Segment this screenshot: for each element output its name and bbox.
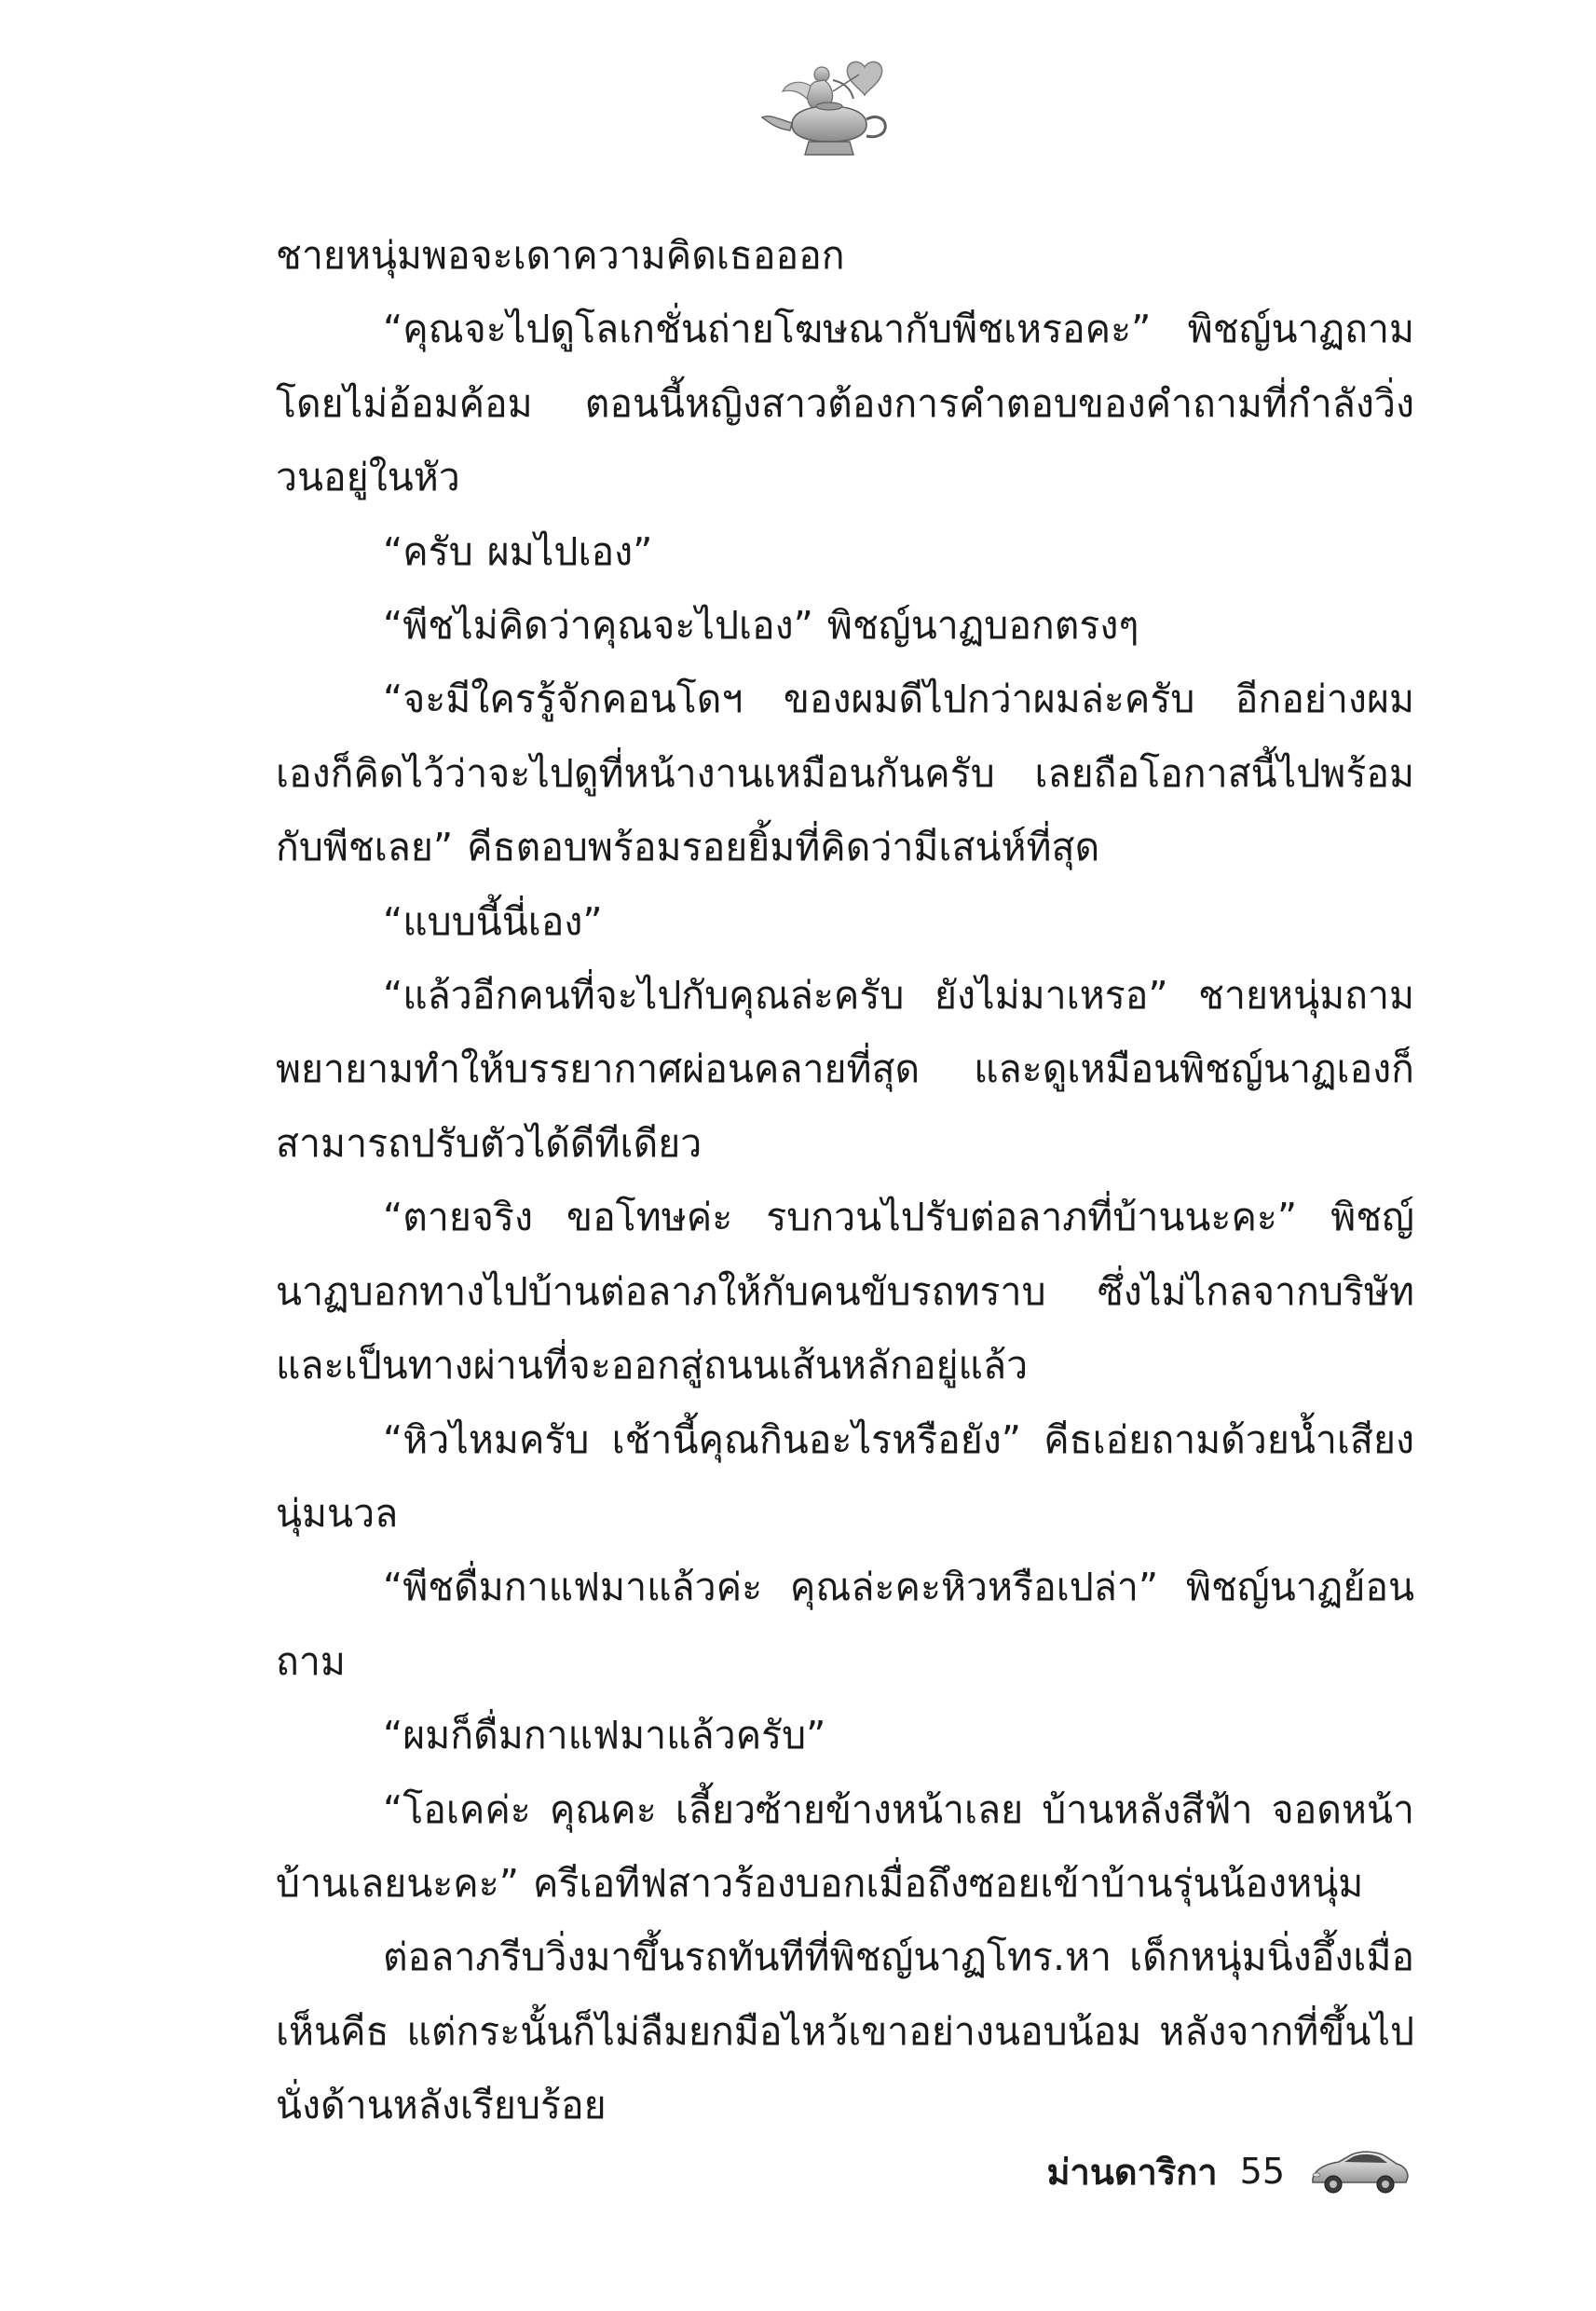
paragraph: ต่อลาภรีบวิ่งมาขึ้นรถทันทีที่พิชญ์นาฏโทร.หา เด็กหนุ่มนิ่งอึ้งเมื่อเห็นคีธ แต่กระนั้นก็ไม่ลืมยกมือไหว้เขาอย่างนอบน้อม หลังจากที่ขึ้นไปนั่งด้านหลังเรียบร้อย — [276, 1935, 1414, 2128]
paragraph: “หิวไหมครับ เช้านี้คุณกินอะไรหรือยัง” คีธเอ่ยถามด้วยน้ำเสียงนุ่มนวล — [276, 1416, 1414, 1536]
chapter-text — [276, 219, 1414, 2143]
cupid-teapot-icon — [755, 54, 904, 166]
car-icon — [1307, 2143, 1410, 2199]
paragraph: “พีชไม่คิดว่าคุณจะไปเอง” พิชญ์นาฏบอกตรงๆ — [383, 603, 1139, 649]
paragraph: “จะมีใครรู้จักคอนโดฯ ของผมดีไปกว่าผมล่ะครับ อีกอย่างผมเองก็คิดไว้ว่าจะไปดูที่หน้างานเหมือนกันครับ เลยถือโอกาสนี้ไปพร้อมกับพีชเลย” คีธตอบพร้อมรอยยิ้มที่คิดว่ามีเสน่ห์ที่สุด — [276, 677, 1414, 870]
page-number: 55 — [1239, 2151, 1285, 2192]
paragraph: “พีชดื่มกาแฟมาแล้วค่ะ คุณล่ะคะหิวหรือเปล่า” พิชญ์นาฏย้อนถาม — [276, 1565, 1414, 1684]
paragraph: “คุณจะไปดูโลเกชั่นถ่ายโฆษณากับพีชเหรอคะ” พิชญ์นาฏถามโดยไม่อ้อมค้อม ตอนนี้หญิงสาวต้องการคำตอบของคำถามที่กำลังวิ่งวนอยู่ในหัว — [276, 307, 1414, 500]
page-footer — [1047, 2143, 1411, 2199]
paragraph: “ผมก็ดื่มกาแฟมาแล้วครับ” — [383, 1713, 826, 1758]
book-title: ม่านดาริกา — [1046, 2151, 1218, 2193]
paragraph: “ตายจริง ขอโทษค่ะ รบกวนไปรับต่อลาภที่บ้านนะคะ” พิชญ์นาฏบอกทางไปบ้านต่อลาภให้กับคนขับรถทราบ ซึ่งไม่ไกลจากบริษัท และเป็นทางผ่านที่จะออกสู่ถนนเส้นหลักอยู่แล้ว — [276, 1195, 1414, 1388]
paragraph: “ครับ ผมไปเอง” — [383, 528, 653, 574]
paragraph: “แล้วอีกคนที่จะไปกับคุณล่ะครับ ยังไม่มาเหรอ” ชายหนุ่มถามพยายามทำให้บรรยากาศผ่อนคลายที่สุด และดูเหมือนพิชญ์นาฏเองก็สามารถปรับตัวได้ดีทีเดียว — [276, 973, 1414, 1166]
paragraph: ชายหนุ่มพอจะเดาความคิดเธอออก — [276, 233, 845, 278]
paragraph: “แบบนี้นี่เอง” — [383, 898, 603, 944]
paragraph: “โอเคค่ะ คุณคะ เลี้ยวซ้ายข้างหน้าเลย บ้านหลังสีฟ้า จอดหน้าบ้านเลยนะคะ” ครีเอทีฟสาวร้องบอกเมื่อถึงซอยเข้าบ้านรุ่นน้องหนุ่ม — [276, 1786, 1414, 1906]
